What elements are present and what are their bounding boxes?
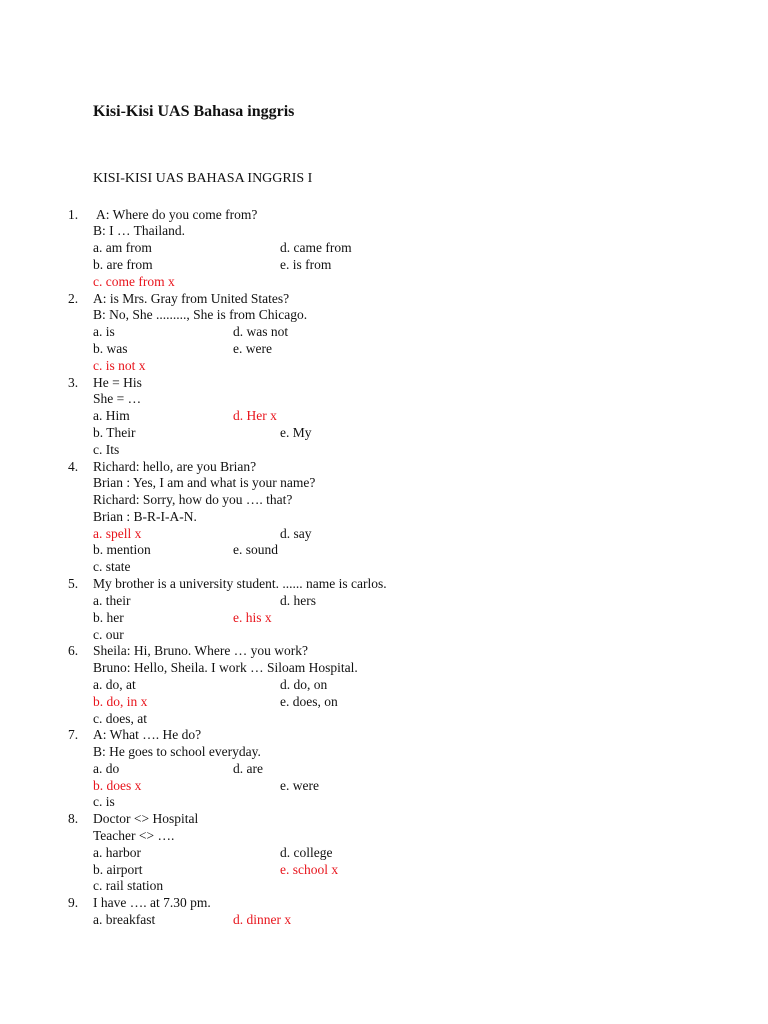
question-5-option-a: a. their [93,593,131,608]
question-3-number: 3. [68,375,79,390]
question-2-option-a: a. is [93,324,115,339]
question-4-line-1: Richard: hello, are you Brian? [93,459,257,474]
question-6-option-c: c. does, at [93,711,147,726]
question-4-option-e: e. sound [233,542,278,557]
question-2-number: 2. [68,291,79,306]
question-7-line-1: A: What …. He do? [93,727,202,742]
question-2-option-e: e. were [233,341,272,356]
question-9-line-1: I have …. at 7.30 pm. [93,895,211,910]
question-6-line-1: Sheila: Hi, Bruno. Where … you work? [93,643,308,658]
question-4-option-a-answer: a. spell x [93,526,142,541]
question-4-option-c: c. state [93,559,131,574]
question-4-number: 4. [68,459,79,474]
question-2-option-b: b. was [93,341,128,356]
question-7-option-d: d. are [233,761,263,776]
question-2-line-2: B: No, She ........., She is from Chicago. [93,307,308,322]
question-8-option-d: d. college [280,845,333,860]
question-3-option-c: c. Its [93,442,120,457]
question-6-option-a: a. do, at [93,677,136,692]
question-4-option-b: b. mention [93,542,151,557]
question-8-number: 8. [68,811,79,826]
question-7-option-e: e. were [280,778,319,793]
question-5-option-e-answer: e. his x [233,610,272,625]
question-7-number: 7. [68,727,79,742]
question-3-line-1: He = His [93,375,142,390]
question-2-line-1: A: is Mrs. Gray from United States? [93,291,290,306]
question-1-option-e: e. is from [280,257,332,272]
question-3-option-b: b. Their [93,425,136,440]
question-3-option-e: e. My [280,425,312,440]
question-1-line-1: A: Where do you come from? [96,207,258,222]
question-3-option-a: a. Him [93,408,130,423]
question-4-option-d: d. say [280,526,312,541]
question-1-option-d: d. came from [280,240,352,255]
question-8-option-e-answer: e. school x [280,862,339,877]
question-9-option-a: a. breakfast [93,912,156,927]
question-1-number: 1. [68,207,79,222]
question-4-line-4: Brian : B-R-I-A-N. [93,509,197,524]
question-7-option-a: a. do [93,761,120,776]
question-5-number: 5. [68,576,79,591]
question-4-line-2: Brian : Yes, I am and what is your name? [93,475,316,490]
question-8-option-b: b. airport [93,862,143,877]
question-6-number: 6. [68,643,79,658]
question-7-line-2: B: He goes to school everyday. [93,744,261,759]
question-6-option-d: d. do, on [280,677,328,692]
page-title: Kisi-Kisi UAS Bahasa inggris [93,103,295,120]
question-6-option-e: e. does, on [280,694,338,709]
question-3-line-2: She = … [93,391,142,406]
question-2-option-c-answer: c. is not x [93,358,146,373]
question-9-number: 9. [68,895,79,910]
question-2-option-d: d. was not [233,324,289,339]
question-7-option-b-answer: b. does x [93,778,142,793]
question-3-option-d-answer: d. Her x [233,408,277,423]
question-6-option-b-answer: b. do, in x [93,694,148,709]
question-8-option-c: c. rail station [93,878,164,893]
question-6-line-2: Bruno: Hello, Sheila. I work … Siloam Hospital. [93,660,358,675]
document-subtitle: KISI-KISI UAS BAHASA INGGRIS I [93,171,313,186]
question-1-line-2: B: I … Thailand. [93,223,185,238]
question-5-option-c: c. our [93,627,124,642]
question-1-option-c-answer: c. come from x [93,274,175,289]
question-8-option-a: a. harbor [93,845,141,860]
question-5-option-d: d. hers [280,593,316,608]
question-1-option-b: b. are from [93,257,153,272]
question-7-option-c: c. is [93,794,115,809]
question-8-line-1: Doctor <> Hospital [93,811,199,826]
question-8-line-2: Teacher <> …. [93,828,175,843]
question-5-line-1: My brother is a university student. ...... name is carlos. [93,576,387,591]
question-9-option-d-answer: d. dinner x [233,912,292,927]
question-5-option-b: b. her [93,610,124,625]
question-1-option-a: a. am from [93,240,152,255]
question-4-line-3: Richard: Sorry, how do you …. that? [93,492,293,507]
